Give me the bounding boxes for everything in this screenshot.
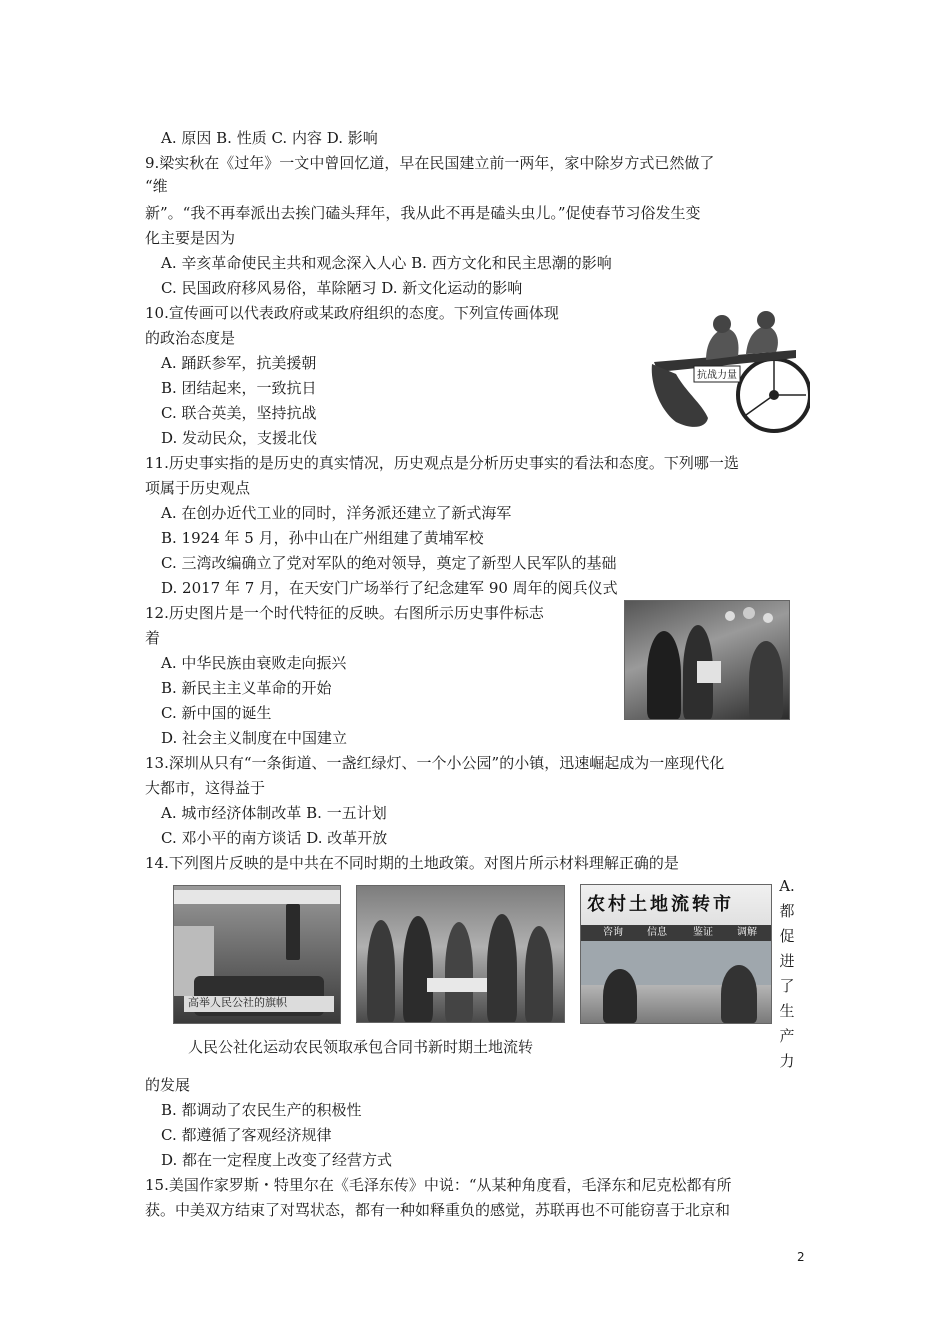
page-number: 2 xyxy=(797,1250,805,1264)
q13-stem-line2: 大都市，这得益于 xyxy=(145,779,266,797)
q14-photo-captions: 人民公社化运动农民领取承包合同书新时期土地流转 xyxy=(188,1038,534,1056)
q9-options-cd: C. 民国政府移风易俗，革除陋习 D. 新文化运动的影响 xyxy=(161,279,523,297)
q15-stem-line2: 获。中美双方结束了对骂状态，都有一种如释重负的感觉，苏联再也不可能窃喜于北京和 xyxy=(145,1201,731,1219)
q14-option-a-tail: 的发展 xyxy=(145,1076,191,1094)
window-label-4: 调解 xyxy=(737,927,757,938)
commune-banner-text: 高举人民公社的旗帜 xyxy=(188,996,287,1009)
q14-stem: 14.下列图片反映的是中共在不同时期的土地政策。对图片所示材料理解正确的是 xyxy=(145,854,679,872)
contract-distribution-photo xyxy=(356,885,565,1023)
q11-option-a: A. 在创办近代工业的同时，洋务派还建立了新式海军 xyxy=(161,504,512,522)
q10-option-a: A. 踊跃参军，抗美援朝 xyxy=(161,354,317,372)
q9-stem-line1: 9.梁实秋在《过年》一文中曾回忆道，早在民国建立前一两年，家中除岁方式已然做了 xyxy=(145,154,715,172)
q12-stem-line2: 着 xyxy=(145,629,161,647)
q11-stem-line2: 项属于历史观点 xyxy=(145,479,251,497)
q12-stem-line1: 12.历史图片是一个时代特征的反映。右图所示历史事件标志 xyxy=(145,604,544,622)
q13-options-cd: C. 邓小平的南方谈话 D. 改革开放 xyxy=(161,829,388,847)
land-transfer-photo xyxy=(580,884,772,1024)
poster-caption: 抗战力量 xyxy=(697,370,737,381)
q14-option-a-char-1: A. xyxy=(779,877,795,895)
q14-option-a-char-5: 了 xyxy=(779,977,795,995)
q10-stem-line2: 的政治态度是 xyxy=(145,329,236,347)
q13-options-ab: A. 城市经济体制改革 B. 一五计划 xyxy=(161,804,387,822)
propaganda-poster-image xyxy=(646,300,810,436)
q12-option-d: D. 社会主义制度在中国建立 xyxy=(161,729,348,747)
q10-option-b: B. 团结起来，一致抗日 xyxy=(161,379,317,397)
q9-options-ab: A. 辛亥革命使民主共和观念深入人心 B. 西方文化和民主思潮的影响 xyxy=(161,254,612,272)
window-label-2: 信息 xyxy=(647,927,667,938)
q12-option-b: B. 新民主主义革命的开始 xyxy=(161,679,332,697)
window-label-1: 咨询 xyxy=(603,927,623,938)
q14-option-b: B. 都调动了农民生产的积极性 xyxy=(161,1101,362,1119)
q8-options: A. 原因 B. 性质 C. 内容 D. 影响 xyxy=(161,129,378,147)
q9-stem-line2: “维 xyxy=(145,177,168,195)
q14-option-a-char-3: 促 xyxy=(779,927,795,945)
q11-option-c: C. 三湾改编确立了党对军队的绝对领导，奠定了新型人民军队的基础 xyxy=(161,554,617,572)
q11-option-d: D. 2017 年 7 月，在天安门广场举行了纪念建军 90 周年的阅兵仪式 xyxy=(161,579,618,597)
q11-option-b: B. 1924 年 5 月，孙中山在广州组建了黄埔军校 xyxy=(161,529,484,547)
q15-stem-line1: 15.美国作家罗斯・特里尔在《毛泽东传》中说：“从某种角度看，毛泽东和尼克松都有所 xyxy=(145,1176,732,1194)
q9-stem-line4: 化主要是因为 xyxy=(145,229,236,247)
q14-option-a-char-8: 力 xyxy=(779,1052,795,1070)
q14-option-a-char-6: 生 xyxy=(779,1002,795,1020)
founding-ceremony-photo xyxy=(624,600,790,720)
q10-option-c: C. 联合英美，坚持抗战 xyxy=(161,404,317,422)
window-label-3: 鉴证 xyxy=(693,927,713,938)
q9-stem-line3: 新”。“我不再奉派出去挨门磕头拜年，我从此不再是磕头虫儿。”促使春节习俗发生变 xyxy=(145,204,701,222)
q14-option-a-char-4: 进 xyxy=(779,952,795,970)
q12-option-c: C. 新中国的诞生 xyxy=(161,704,272,722)
q14-option-c: C. 都遵循了客观经济规律 xyxy=(161,1126,332,1144)
q10-stem-line1: 10.宣传画可以代表政府或某政府组织的态度。下列宣传画体现 xyxy=(145,304,559,322)
q14-option-a-char-2: 都 xyxy=(779,902,795,920)
q12-option-a: A. 中华民族由衰败走向振兴 xyxy=(161,654,347,672)
q11-stem-line1: 11.历史事实指的是历史的真实情况，历史观点是分析历史事实的看法和态度。下列哪一选 xyxy=(145,454,739,472)
q14-option-a-char-7: 产 xyxy=(779,1027,795,1045)
q14-option-d: D. 都在一定程度上改变了经营方式 xyxy=(161,1151,393,1169)
q10-option-d: D. 发动民众，支援北伐 xyxy=(161,429,318,447)
commune-movement-photo xyxy=(173,885,341,1024)
land-market-sign: 农村土地流转市 xyxy=(587,894,734,915)
q13-stem-line1: 13.深圳从只有“一条街道、一盏红绿灯、一个小公园”的小镇，迅速崛起成为一座现代化 xyxy=(145,754,725,772)
